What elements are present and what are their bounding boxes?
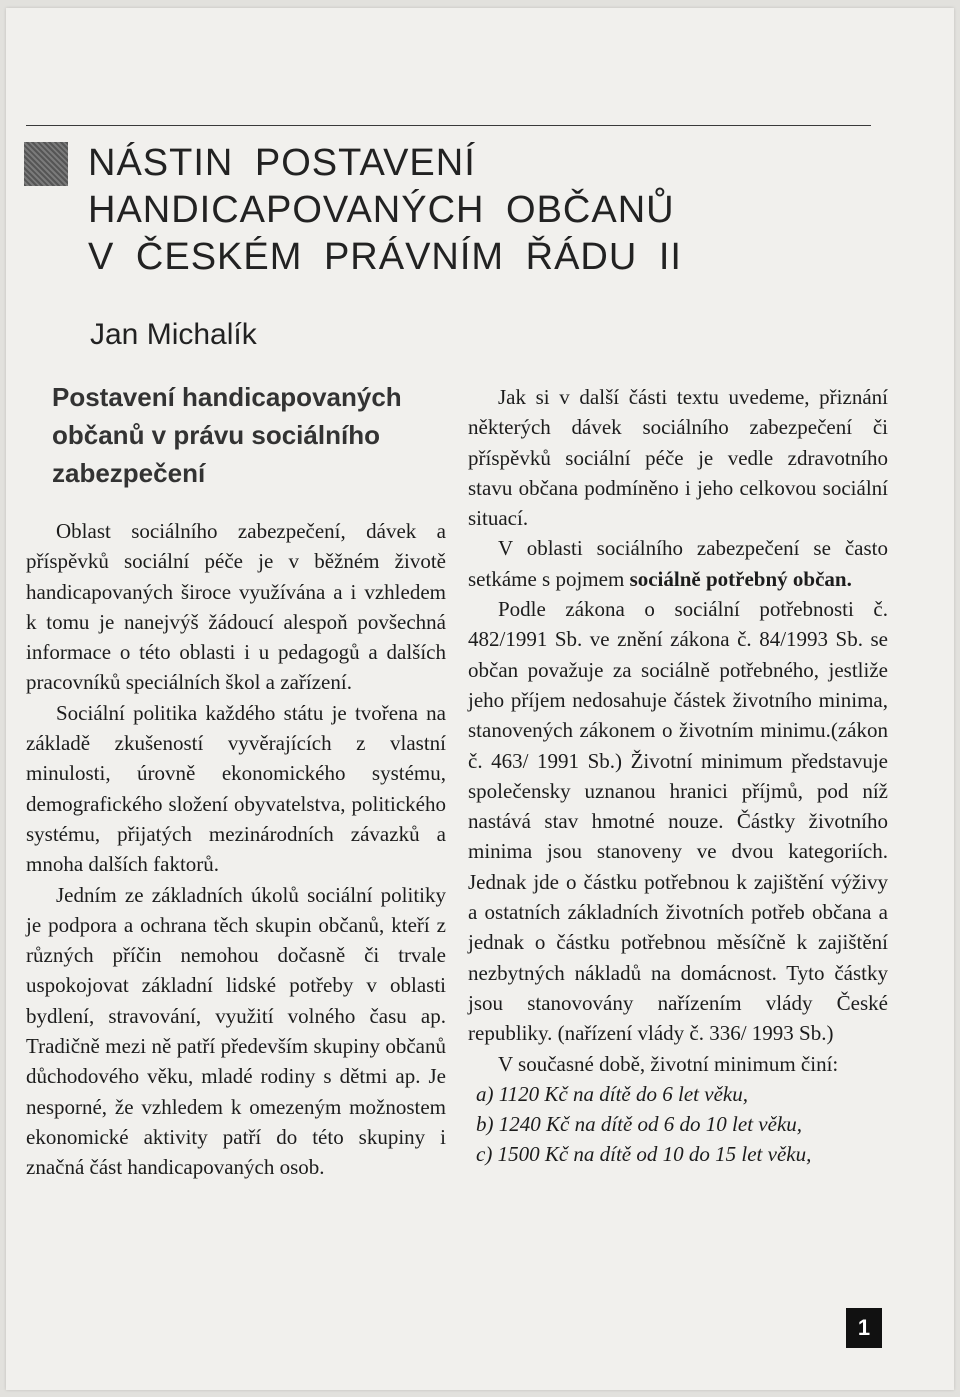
paragraph: V současné době, životní minimum činí:: [498, 1051, 839, 1076]
paragraph: Jedním ze základních úkolů sociální politiky je podpora a ochrana těch skupin občanů, kteří z různých příčin nemohou dočasně či trvale uspokojovat základní lidské potřeby v oblasti bydlení, stravování, využití volného času ap. Tradičně mezi ně patří především skupiny občanů důchodového věku, mladé rodiny s dětmi ap. Je nesporné, že vzhledem k omezeným možnostem ekonomické aktivity patří do této skupiny i značná část handicapovaných osob.: [26, 882, 446, 1180]
document-page: [6, 8, 954, 1390]
left-column: [26, 378, 446, 1183]
page-number: 1: [846, 1308, 882, 1348]
list-item: c) 1500 Kč na dítě od 10 do 15 let věku,: [476, 1142, 812, 1167]
top-rule: [26, 125, 871, 126]
right-column: [468, 382, 888, 1170]
paragraph: Podle zákona o sociální potřebnosti č. 482/1991 Sb. ve znění zákona č. 84/1993 Sb. se občan považuje za sociálně potřebného, jestliže jeho příjem nedosahuje částek životního minima, stanovených zákonem o životním minimu.(zákon č. 463/ 1991 Sb.) Životní minimum představuje společensky uznanou hranici příjmů, pod níž nastává stav hmotné nouze. Částky životního minima jsou stanoveny ve dvou kategoriích. Jednak jde o částku potřebnou k zajištění výživy a ostatních základních životních potřeb občana a jednak o částku potřebnou měsíčně k zajištění nezbytných nákladů na domácnost. Tyto částky jsou stanovovány nařízením vlády České republiky. (nařízení vlády č. 336/ 1993 Sb.): [468, 597, 888, 1046]
article-title: [88, 140, 848, 281]
section-heading: Postavení handicapovaných občanů v právu sociálního zabezpečení: [52, 382, 402, 488]
bold-term: sociálně potřebný občan.: [629, 566, 852, 591]
list-item: b) 1240 Kč na dítě od 6 do 10 let věku,: [476, 1112, 803, 1137]
paragraph-text: V oblasti sociálního zabezpečení se často setkáme s pojmem: [468, 536, 888, 591]
author-name: Jan Michalík: [90, 318, 257, 351]
title-line: NÁSTIN POSTAVENÍ: [88, 142, 476, 184]
title-line: HANDICAPOVANÝCH OBČANŮ: [88, 189, 675, 231]
paragraph: Jak si v další části textu uvedeme, přiznání některých dávek sociálního zabezpečení či příspěvků sociální péče je vedle zdravotního stavu občana podmíněno i jeho celkovou sociální situací.: [468, 385, 888, 531]
title-marker-square: [24, 142, 68, 186]
list-item: a) 1120 Kč na dítě do 6 let věku,: [476, 1081, 748, 1106]
paragraph: [468, 533, 888, 594]
paragraph: Sociální politika každého státu je tvořena na základě zkušeností vyvěrajících z vlastní minulosti, úrovně ekonomického systému, demografického složení obyvatelstva, politického systému, přijatých mezinárodních závazků a mnoha dalších faktorů.: [26, 700, 446, 877]
paragraph: Oblast sociálního zabezpečení, dávek a příspěvků sociální péče je v běžném životě handicapovaných široce využívána a i vzhledem k tomu je nanejvýš žádoucí alespoň povšechná informace o této oblasti i u pedagogů a dalších pracovníků speciálních škol a zařízení.: [26, 519, 446, 695]
title-line: V ČESKÉM PRÁVNÍM ŘÁDU II: [88, 236, 682, 278]
minimum-list: [468, 1079, 888, 1170]
